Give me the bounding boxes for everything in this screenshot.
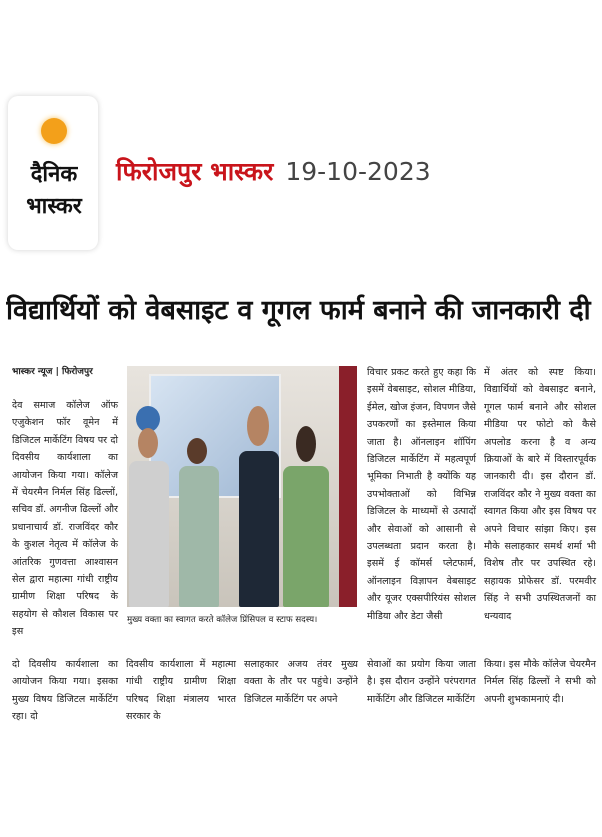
article-photo	[127, 366, 357, 607]
person-1	[129, 461, 169, 607]
byline: भास्कर न्यूज | फिरोजपुर	[12, 367, 93, 377]
column-text: दिवसीय कार्यशाला में महात्मा गांधी राष्ट्रीय ग्रामीण शिक्षा परिषद शिक्षा मंत्रालय भारत सरकार के	[126, 659, 236, 723]
article-column-4	[12, 656, 118, 726]
photo-caption: मुख्य वक्ता का स्वागत करते कॉलेज प्रिंसिपल व स्टाफ सदस्य।	[127, 615, 318, 625]
article-column-3	[484, 364, 596, 625]
article-headline: विद्यार्थियों को वेबसाइट व गूगल फार्म बनाने की जानकारी दी	[6, 295, 591, 326]
edition-name: फिरोजपुर भास्कर	[116, 157, 274, 186]
column-text: में अंतर को स्पष्ट किया। विद्यार्थियों को वेबसाइट बनाने, गूगल फार्म बनाने और सोशल मीडिया पर फोटो को कैसे अपलोड करना है व अन्य क्रियाओं के बारे में विस्तारपूर्वक जानकारी दी। इस दौरान डॉ. राजविंदर कौर ने मुख्य वक्ता का स्वागत किया और इस विषय पर अपने विचार सांझा किए। इस मौके सलाहकार समर्थ शर्मा भी विशेष तौर पर उपस्थित रहे। सहायक प्रोफेसर डॉ. परमवीर सिंह ने सभी उपस्थितजनों का धन्यवाद	[484, 367, 596, 622]
logo-line-1: दैनिक	[30, 162, 78, 187]
column-text: देव समाज कॉलेज ऑफ एजुकेशन फॉर वूमेन में डिजिटल मार्केटिंग विषय पर दो दिवसीय कार्यशाला का आयोजन किया गया। कॉलेज में चेयरमैन निर्मल सिंह ढिल्लों, सचिव डॉ. अगनीज ढिल्लों और प्रधानाचार्य डॉ. राजविंदर कौर के कुशल नेतृत्व में कॉलेज के आंतरिक गुणवत्ता आश्वासन सेल द्वारा महात्मा गांधी राष्ट्रीय ग्रामीण शिक्षा परिषद के सहयोग से कौशल विकास पर इस	[12, 400, 118, 638]
column-text: किया। इस मौके कॉलेज चेयरमैन निर्मल सिंह ढिल्लों ने सभी को अपनी शुभकामनाएं दी।	[484, 659, 596, 705]
person-3-face	[247, 406, 269, 446]
sun-icon	[41, 118, 67, 144]
person-2-face	[187, 438, 207, 464]
masthead	[116, 154, 431, 188]
article-column-5	[126, 656, 236, 726]
person-3	[239, 451, 279, 607]
column-text: सेवाओं का प्रयोग किया जाता है। इस दौरान उन्होंने परंपरागत मार्केटिंग और डिजिटल मार्केटिंग	[367, 659, 476, 705]
article-column-1	[12, 397, 118, 641]
dainik-bhaskar-logo	[8, 96, 98, 250]
person-4	[283, 466, 329, 607]
edition-date: 19-10-2023	[285, 157, 431, 186]
article-column-8	[484, 656, 596, 708]
article-column-7	[367, 656, 476, 708]
article-column-2	[367, 364, 476, 625]
article-column-6	[244, 656, 358, 708]
logo-line-2: भास्कर	[26, 194, 82, 219]
column-text: विचार प्रकट करते हुए कहा कि इसमें वेबसाइट, सोशल मीडिया, ईमेल, खोज इंजन, विपणन जैसे उपकरणों का इस्तेमाल किया जाता है। ऑनलाइन शॉपिंग डिजिटल मार्केटिंग में महत्वपूर्ण भूमिका निभाती है क्योंकि यह उपभोक्ताओं को विभिन्न डिजिटल के माध्यमों से उत्पादों और सेवाओं को आसानी से उपलब्धता प्रदान करता है। इसमें ई कॉमर्स प्लेटफार्म, ऑनलाइन विज्ञापन वेबसाइट और यूजर एक्सपीरियंस सोशल मीडिया और डेटा जैसी	[367, 367, 476, 622]
person-2	[179, 466, 219, 607]
curtain	[339, 366, 357, 607]
column-text: सलाहकार अजय तंवर मुख्य वक्ता के तौर पर पहुंचे। उन्होंने डिजिटल मार्केटिंग पर अपने	[244, 659, 358, 705]
column-text: दो दिवसीय कार्यशाला का आयोजन किया गया। इसका मुख्य विषय डिजिटल मार्केटिंग रहा। दो	[12, 659, 118, 723]
person-1-face	[138, 428, 158, 458]
person-4-face	[296, 426, 316, 462]
